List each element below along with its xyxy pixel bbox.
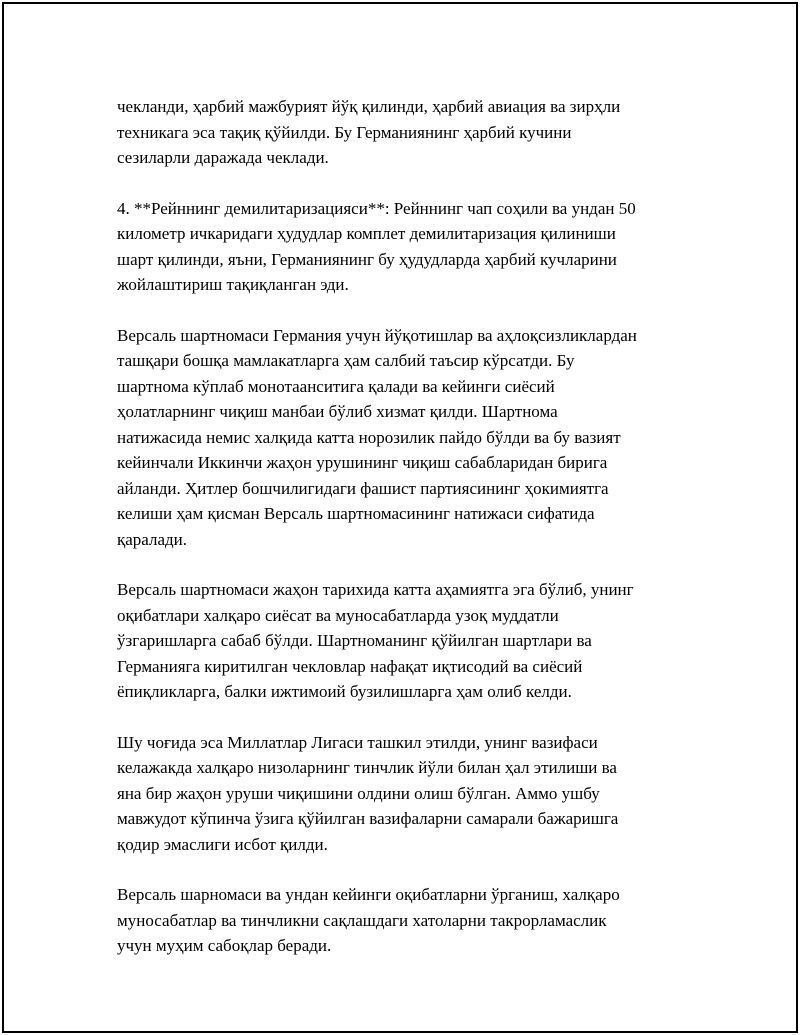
paragraph-military-restrictions xyxy=(117,94,707,171)
text-line: муносабатлар ва тинчликни сақлашдаги хатоларни такрорламаслик xyxy=(117,910,607,930)
text-line: километр ичкаридаги ҳудудлар комплет демилитаризация қилиниши xyxy=(117,224,616,243)
text-line: кейинчали Иккинчи жаҳон урушининг чиқиш сабабларидан бирига xyxy=(117,453,608,472)
text-line: мавжудот кўпинча ўзига қўйилган вазифаларни самарали бажаришга xyxy=(117,809,619,828)
text-line: жойлаштириш тақиқланган эди. xyxy=(117,275,349,294)
text-line: айланди. Ҳитлер бошчилигидаги фашист партиясининг ҳокимиятга xyxy=(117,478,609,498)
text-line: Версаль шартномаси Германия учун йўқотишлар ва аҳлоқсизликлардан xyxy=(117,325,637,345)
text-line: техникага эса тақиқ қўйилди. Бу Германиянинг ҳарбий кучини xyxy=(117,122,572,142)
text-line: келажакда халқаро низоларнинг тинчлик йўли билан ҳал этилиши ва xyxy=(117,758,617,777)
text-line: ташқари бошқа мамлакатларга ҳам салбий таъсир кўрсатди. Бу xyxy=(117,351,575,370)
text-line: Германияга киритилган чекловлар нафақат иқтисодий ва сиёсий xyxy=(117,656,583,676)
text-line: оқибатлари халқаро сиёсат ва муносабатларда узоқ муддатли xyxy=(117,605,559,625)
text-line: Шу чоғида эса Миллатлар Лигаси ташкил этилди, унинг вазифаси xyxy=(117,732,598,752)
text-line: учун муҳим сабоқлар беради. xyxy=(117,936,332,955)
text-line: ўзгаришларга сабаб бўлди. Шартноманинг қўйилган шартлари ва xyxy=(117,631,592,650)
text-line: ҳолатларнинг чиқиш манбаи бўлиб хизмат қилди. Шартнома xyxy=(117,402,558,421)
text-line: яна бир жаҳон уруши чиқишини олдини олиш бўлган. Аммо ушбу xyxy=(117,783,600,803)
text-line: чекланди, ҳарбий мажбурият йўқ қилинди, ҳарбий авиация ва зирҳли xyxy=(117,97,621,116)
text-line: қаралади. xyxy=(117,529,188,549)
text-line: 4. **Рейннинг демилитаризацияси**: Рейннинг чап соҳили ва ундан 50 xyxy=(117,198,636,218)
paragraph-historical-significance xyxy=(117,577,707,705)
text-line: шартнома кўплаб монотаанситига қалади ва кейинги сиёсий xyxy=(117,376,555,396)
text-line: Версаль шартномаси жаҳон тарихида катта аҳамиятга эга бўлиб, унинг xyxy=(117,580,634,599)
paragraph-league-of-nations xyxy=(117,730,707,858)
text-line: сезиларли даражада чеклади. xyxy=(117,148,329,167)
text-line: шарт қилинди, яъни, Германиянинг бу ҳудудларда ҳарбий кучларини xyxy=(117,249,617,269)
text-line: ёпиқликларга, балки ижтимоий бузилишларга ҳам олиб келди. xyxy=(117,682,572,701)
paragraph-conclusion xyxy=(117,882,707,959)
text-line: Версаль шарномаси ва ундан кейинги оқибатларни ўрганиш, халқаро xyxy=(117,885,620,904)
text-line: келиши ҳам қисман Версаль шартномасининг натижаси сифатида xyxy=(117,504,595,523)
document-body xyxy=(117,94,707,984)
text-line: натижасида немис халқида катта норозилик пайдо бўлди ва бу вазият xyxy=(117,427,621,447)
paragraph-treaty-consequences xyxy=(117,323,707,553)
text-line: қодир эмаслиги исбот қилди. xyxy=(117,834,328,854)
paragraph-rhineland-demilitarization xyxy=(117,196,707,298)
